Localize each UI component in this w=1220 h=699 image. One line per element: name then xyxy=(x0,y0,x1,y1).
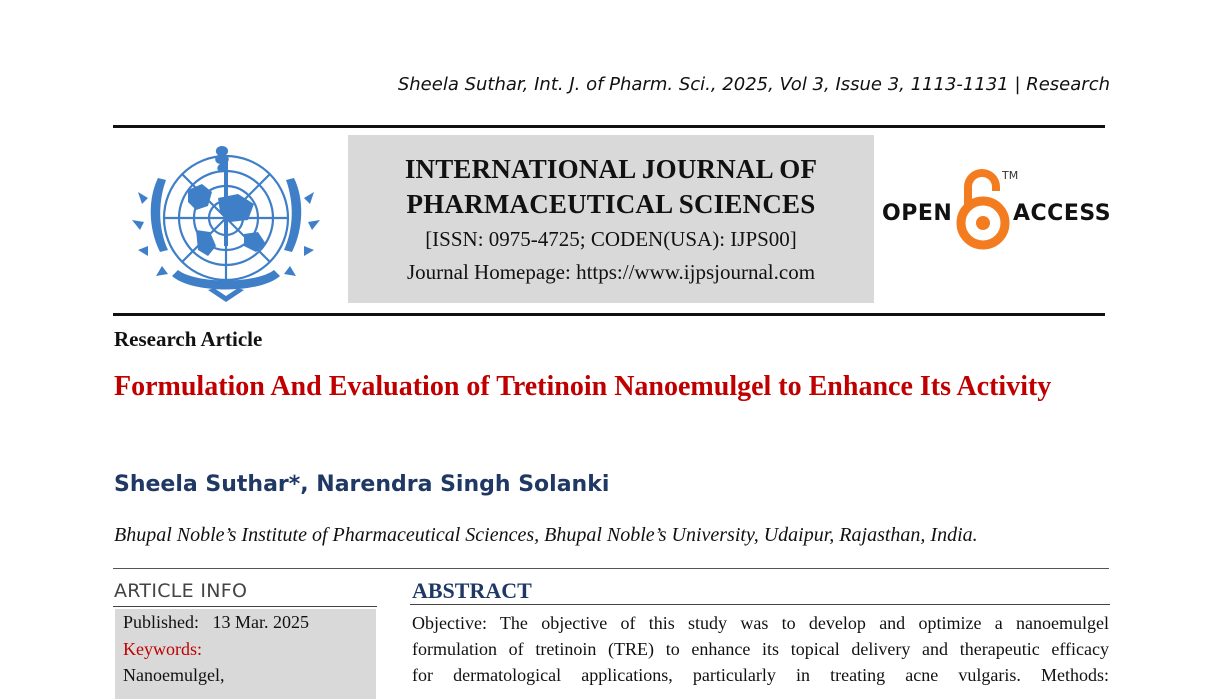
published-date: 13 Mar. 2025 xyxy=(212,612,310,632)
journal-homepage[interactable]: Journal Homepage: https://www.ijpsjournal.com xyxy=(406,260,816,284)
article-info-box xyxy=(115,609,376,699)
article-authors: Sheela Suthar*, Narendra Singh Solanki xyxy=(114,472,610,497)
journal-name-line2: PHARMACEUTICAL SCIENCES xyxy=(406,189,816,219)
abstract-body xyxy=(412,610,1109,688)
section-divider xyxy=(113,568,1109,569)
journal-banner xyxy=(348,135,874,303)
open-access-tm: TM xyxy=(1002,169,1019,182)
article-type: Research Article xyxy=(114,327,263,351)
abstract-line: for dermatological applications, particularly in treating acne vulgaris. Methods: xyxy=(412,665,1109,685)
open-access-logo xyxy=(880,167,1110,253)
author-affiliation: Bhupal Noble’s Institute of Pharmaceutical Sciences, Bhupal Noble’s University, Udaipur, Rajasthan, India. xyxy=(114,524,978,546)
abstract-line: formulation of tretinoin (TRE) to enhance its topical delivery and therapeutic efficacy xyxy=(412,639,1109,659)
published-row xyxy=(123,612,309,633)
article-info-rule xyxy=(113,606,377,607)
citation-header: Sheela Suthar, Int. J. of Pharm. Sci., 2025, Vol 3, Issue 3, 1113-1131 | Research xyxy=(397,74,1110,95)
article-title: Formulation And Evaluation of Tretinoin Nanoemulgel to Enhance Its Activity xyxy=(114,371,1052,402)
keyword-item: Nanoemulgel, xyxy=(123,665,225,685)
keywords-label: Keywords: xyxy=(123,639,202,659)
abstract-rule xyxy=(410,604,1110,605)
masthead-bottom-rule xyxy=(113,313,1105,316)
published-label: Published: xyxy=(123,612,200,632)
article-info-heading: ARTICLE INFO xyxy=(114,580,248,602)
open-access-access-text: ACCESS xyxy=(1013,201,1112,226)
issn-line: [ISSN: 0975-4725; CODEN(USA): IJPS00] xyxy=(425,227,797,251)
abstract-line: Objective: The objective of this study was to develop and optimize a nanoemulgel xyxy=(412,613,1109,633)
un-emblem-logo xyxy=(126,138,326,306)
open-access-open-text: OPEN xyxy=(882,201,953,226)
abstract-heading: ABSTRACT xyxy=(412,578,532,603)
journal-name-line1: INTERNATIONAL JOURNAL OF xyxy=(404,154,818,184)
masthead-top-rule xyxy=(113,125,1105,128)
